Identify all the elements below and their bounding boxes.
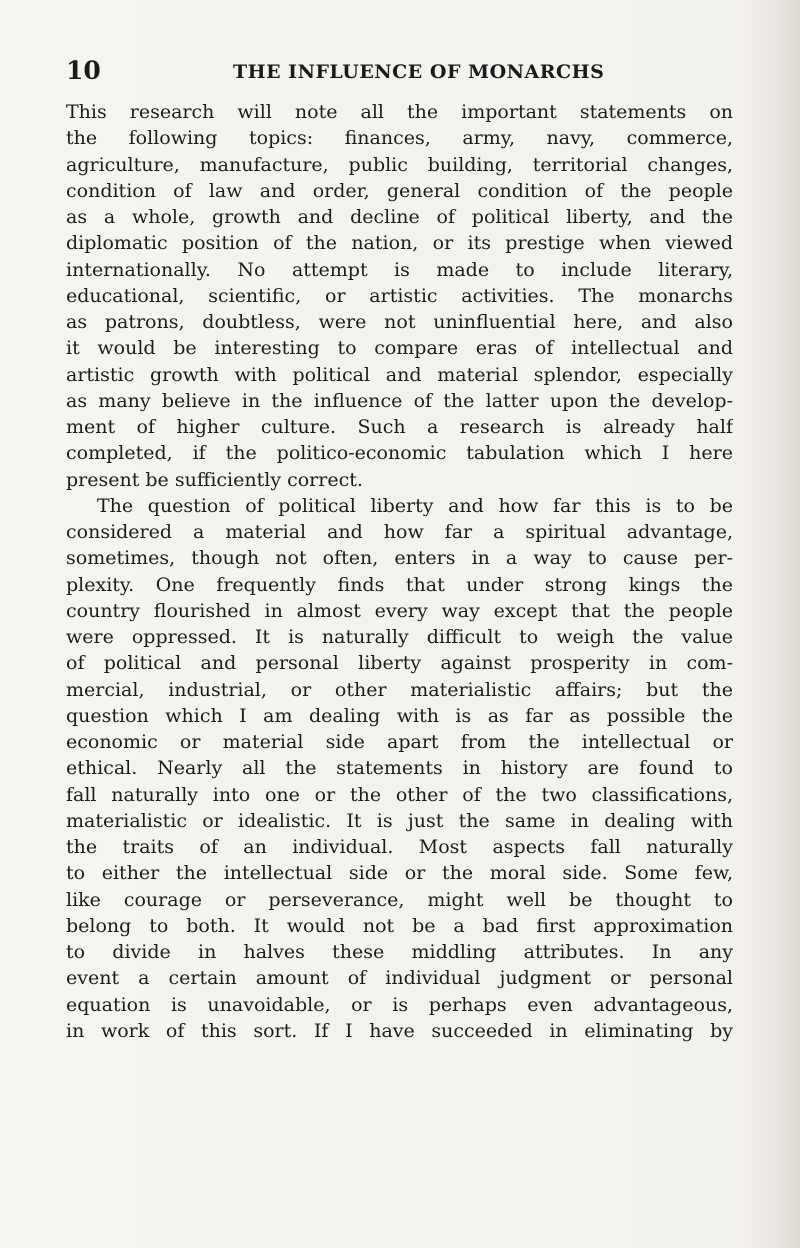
body-text — [66, 99, 733, 1044]
text-line: internationally. No attempt is made to include literary, — [66, 258, 733, 281]
text-line: ment of higher culture. Such a research is already half — [66, 416, 733, 438]
text-line: equation is unavoidable, or is perhaps even advantageous, — [66, 993, 733, 1016]
text-line: materialistic or idealistic. It is just the same in dealing with — [66, 809, 733, 832]
text-line: were oppressed. It is naturally difficult to weigh the value — [66, 626, 733, 648]
text-line: of political and personal liberty against prosperity in com- — [66, 652, 733, 675]
text-line: the traits of an individual. Most aspects fall naturally — [66, 836, 733, 858]
text-line: diplomatic position of the nation, or its prestige when viewed — [66, 232, 733, 255]
text-line: plexity. One frequently finds that under strong kings the — [66, 573, 733, 596]
text-line: in work of this sort. If I have succeeded in eliminating by — [66, 1019, 733, 1042]
text-line: question which I am dealing with is as far as possible the — [66, 704, 733, 727]
page-header — [66, 56, 733, 86]
text-line: as a whole, growth and decline of political liberty, and the — [66, 206, 733, 228]
text-line: country flourished in almost every way except that the people — [66, 599, 733, 622]
text-line: agriculture, manufacture, public building, territorial changes, — [66, 153, 733, 176]
text-line: ethical. Nearly all the statements in history are found to — [66, 757, 733, 780]
text-line: sometimes, though not often, enters in a way to cause per- — [66, 547, 733, 570]
text-line: belong to both. It would not be a bad first approximation — [66, 914, 733, 937]
text-line: as patrons, doubtless, were not uninfluential here, and also — [66, 311, 733, 333]
text-line: artistic growth with political and material splendor, especially — [66, 363, 733, 386]
text-line: economic or material side apart from the intellectual or — [66, 731, 733, 753]
text-line: present be sufficiently correct. — [66, 468, 363, 491]
text-line: to either the intellectual side or the moral side. Some few, — [66, 862, 733, 885]
text-line: it would be interesting to compare eras of intellectual and — [66, 337, 733, 360]
text-line: educational, scientific, or artistic activities. The monarchs — [66, 284, 733, 307]
text-line: the following topics: finances, army, navy, commerce, — [66, 127, 733, 150]
text-line: event a certain amount of individual judgment or personal — [66, 967, 733, 990]
text-line: like courage or perseverance, might well be thought to — [66, 888, 733, 911]
running-head: THE INFLUENCE OF MONARCHS — [233, 61, 605, 83]
text-line: as many believe in the influence of the latter upon the develop- — [66, 389, 733, 412]
text-line: fall naturally into one or the other of the two classifications, — [66, 783, 733, 806]
page-number: 10 — [66, 56, 101, 85]
text-line: considered a material and how far a spiritual advantage, — [66, 521, 733, 543]
text-line: completed, if the politico-economic tabulation which I here — [66, 442, 733, 465]
text-line: to divide in halves these middling attributes. In any — [66, 941, 733, 963]
text-line: The question of political liberty and how far this is to be — [97, 494, 733, 517]
text-line: condition of law and order, general condition of the people — [66, 179, 733, 202]
text-line: This research will note all the important statements on — [66, 101, 733, 123]
text-line: mercial, industrial, or other materialistic affairs; but the — [66, 678, 733, 701]
